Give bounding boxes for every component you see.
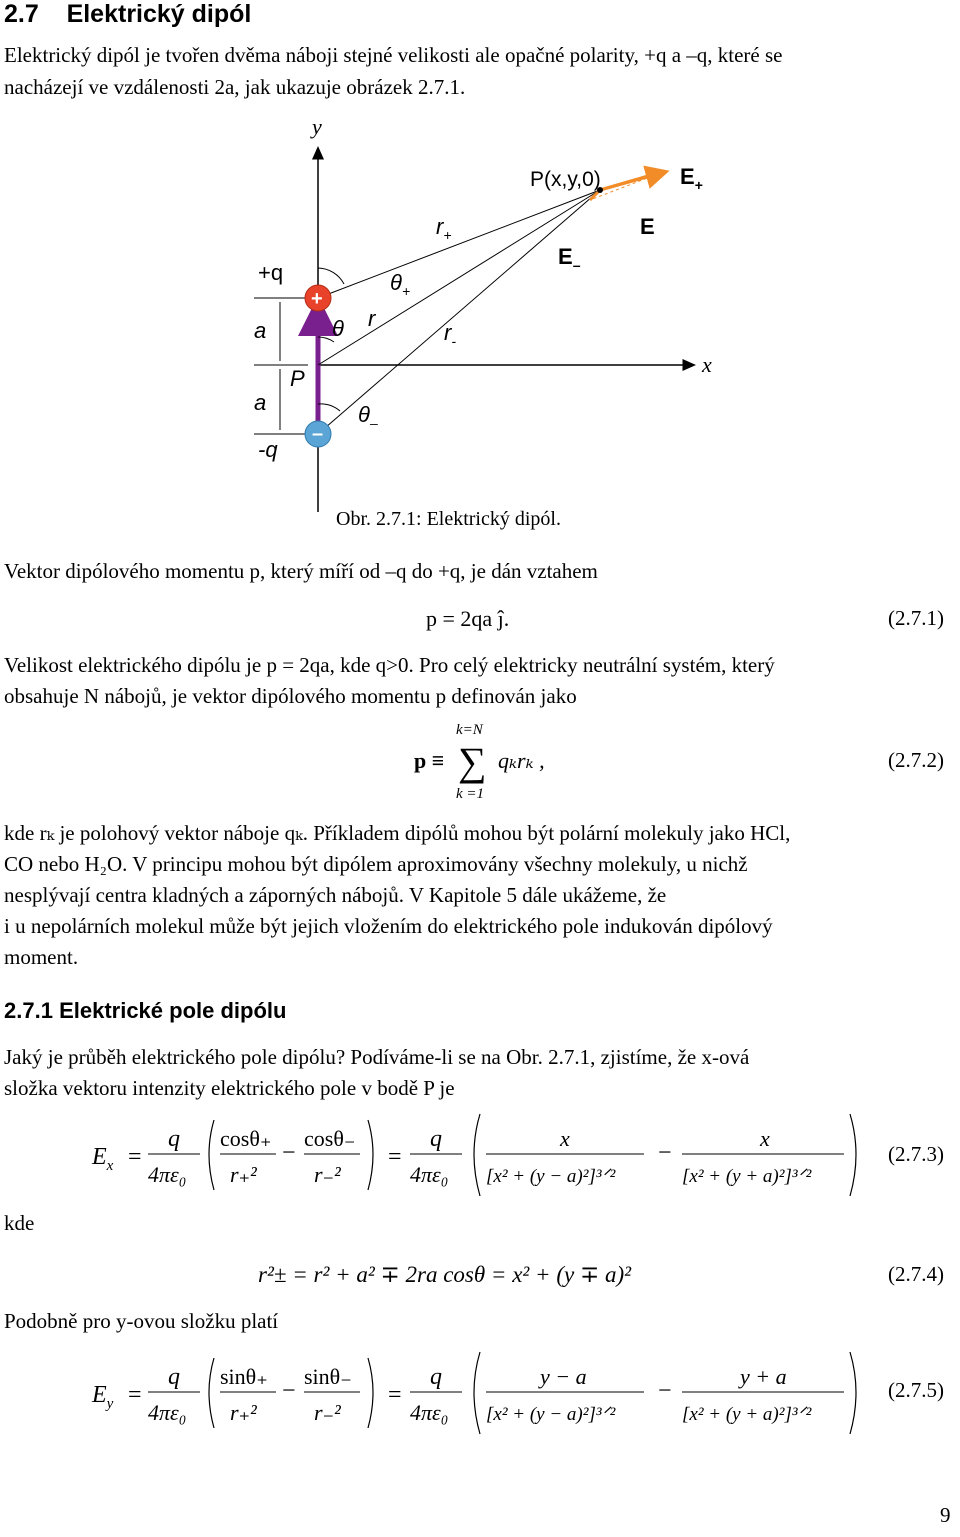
point-label: P(x,y,0) [530, 168, 601, 191]
r-minus-label: $r_-$ [444, 320, 456, 349]
eq5-n2: sinθ₋ [304, 1364, 352, 1389]
subsection-title: Elektrické pole dipólu [59, 998, 287, 1023]
eq-2-7-4: r²± = r² + a² ∓ 2ra cosθ = x² + (y ∓ a)² [258, 1262, 632, 1287]
eq5-dA: [x² + (y − a)²]³ᐟ² [486, 1404, 616, 1425]
eq-2-7-2-upper: k=N [456, 722, 483, 738]
eq5-nB: y + a [740, 1364, 787, 1389]
eq-2-7-5 [88, 1348, 878, 1438]
kde-label: kde [4, 1211, 35, 1235]
minus-q-label: -q [258, 437, 278, 462]
eq3-d1: r₊² [230, 1162, 257, 1187]
kde-line-5: moment. [4, 945, 79, 969]
eq3-xB: x [760, 1126, 770, 1151]
eq5-eq1: = [128, 1382, 142, 1408]
caption-text: Elektrický dipól. [421, 508, 561, 530]
page-number: 9 [940, 1503, 951, 1527]
eq3-n2: cosθ₋ [304, 1126, 356, 1151]
eq5-eq2: = [388, 1382, 402, 1408]
caption-prefix: Obr. 2.7.1: [336, 508, 422, 530]
eq3-xA: x [560, 1126, 570, 1151]
E-plus-label: $E_+$ [680, 164, 703, 193]
eq3-lhs: $E_x$ [92, 1144, 114, 1174]
theta-minus-arc [318, 404, 340, 411]
subsection-heading [4, 998, 286, 1024]
field-line-1: Jaký je průběh elektrického pole dipólu? Podíváme-li se na Obr. 2.7.1, zjistíme, že x-ová [4, 1045, 750, 1069]
eq3-d2: r₋² [314, 1162, 341, 1187]
eq-2-7-4-number: (2.7.4) [888, 1262, 944, 1286]
velikost-line-2: obsahuje N nábojů, je vektor dipólového momentu p definován jako [4, 684, 577, 708]
eq-2-7-2-rhs: qₖrₖ , [498, 748, 545, 773]
eq3-eq2: = [388, 1144, 402, 1170]
eq-2-7-3 [88, 1110, 878, 1200]
E-label: E [640, 214, 655, 239]
eq5-den2: 4πε₀ [410, 1400, 449, 1425]
eq3-n1: cosθ₊ [220, 1126, 272, 1151]
section-heading [4, 0, 251, 29]
eq5-nA: y − a [540, 1364, 587, 1389]
section-title: Elektrický dipól [66, 0, 252, 28]
eq-2-7-2-lhs: p ≡ [414, 748, 445, 773]
E-vector [600, 176, 648, 190]
vektor-line: Vektor dipólového momentu p, který míří od –q do +q, je dán vztahem [4, 559, 598, 583]
minus-sign: – [312, 423, 324, 445]
eq5-n1: sinθ₊ [220, 1364, 268, 1389]
theta-minus-label: $\theta_-$ [358, 402, 378, 431]
eq3-den2: 4πε₀ [410, 1162, 449, 1187]
eq5-lhs: $E_y$ [92, 1382, 114, 1412]
theta-plus-arc [318, 268, 344, 284]
eq3-dA: [x² + (y − a)²]³ᐟ² [486, 1166, 616, 1187]
svg-text:−: − [658, 1378, 672, 1404]
kde-line-1: kde rₖ je polohový vektor náboje qₖ. Příkladem dipólů mohou být polární molekuly jako HCl, [4, 821, 791, 845]
eq-2-7-2-number: (2.7.2) [888, 748, 944, 772]
eq3-den1: 4πε₀ [148, 1162, 187, 1187]
eq-2-7-2-lower: k =1 [456, 786, 485, 802]
eq5-den1: 4πε₀ [148, 1400, 187, 1425]
eq-2-7-1: p = 2qa ĵ. [426, 606, 510, 631]
eq-2-7-3-number: (2.7.3) [888, 1142, 944, 1166]
section-number: 2.7 [4, 0, 39, 28]
dipole-figure [240, 112, 740, 512]
eq-2-7-1-number: (2.7.1) [888, 606, 944, 630]
eq-2-7-2-sum: ∑ [458, 739, 487, 784]
r-label: r [368, 306, 376, 331]
velikost-line-1: Velikost elektrického dipólu je p = 2qa, kde q>0. Pro celý elektricky neutrální systém, který [4, 653, 775, 677]
eq5-q1: q [168, 1364, 180, 1390]
svg-text:−: − [282, 1378, 296, 1404]
plus-sign: + [311, 288, 323, 310]
eq3-eq1: = [128, 1144, 142, 1170]
kde-line-4: i u nepolárních molekul může být jejich vložením do elektrického pole indukován dipólový [4, 914, 773, 938]
eq5-d2: r₋² [314, 1400, 341, 1425]
podobne-line: Podobně pro y-ovou složku platí [4, 1309, 279, 1333]
eq5-d1: r₊² [230, 1400, 257, 1425]
eq5-dB: [x² + (y + a)²]³ᐟ² [682, 1404, 812, 1425]
r-line [318, 190, 600, 365]
eq3-q1: q [168, 1126, 180, 1152]
field-line-2: složka vektoru intenzity elektrického pole v bodě P je [4, 1076, 455, 1100]
a-label-lower: a [254, 390, 267, 415]
kde-line-2: CO nebo H₂O. V principu mohou být dipólem aproximovány všechny molekuly, u nichž [4, 852, 748, 876]
eq5-q2: q [430, 1364, 442, 1390]
r-plus-label: $r_+$ [436, 214, 452, 243]
theta-plus-label: $\theta_+$ [390, 270, 411, 299]
a-label-upper: a [254, 318, 267, 343]
theta-label: θ [332, 316, 344, 341]
y-axis-label: y [312, 114, 322, 139]
intro-line-2: nacházejí ve vzdálenosti 2a, jak ukazuje obrázek 2.7.1. [4, 75, 466, 99]
r-minus-line [318, 190, 600, 434]
subsection-number: 2.7.1 [4, 998, 53, 1023]
intro-line-1: Elektrický dipól je tvořen dvěma náboji stejné velikosti ale opačné polarity, +q a –q, které se [4, 43, 783, 67]
x-axis-label: x [702, 352, 712, 377]
eq3-q2: q [430, 1126, 442, 1152]
P-origin-label: P [290, 366, 305, 391]
eq-2-7-5-number: (2.7.5) [888, 1378, 944, 1402]
svg-text:−: − [658, 1140, 672, 1166]
kde-line-3: nesplývají centra kladných a záporných nábojů. V Kapitole 5 dále ukážeme, že [4, 883, 667, 907]
eq3-dB: [x² + (y + a)²]³ᐟ² [682, 1166, 812, 1187]
E-minus-label: $E_-$ [558, 244, 581, 273]
svg-text:−: − [282, 1140, 296, 1166]
figure-caption [336, 508, 561, 531]
plus-q-label: +q [258, 260, 284, 285]
